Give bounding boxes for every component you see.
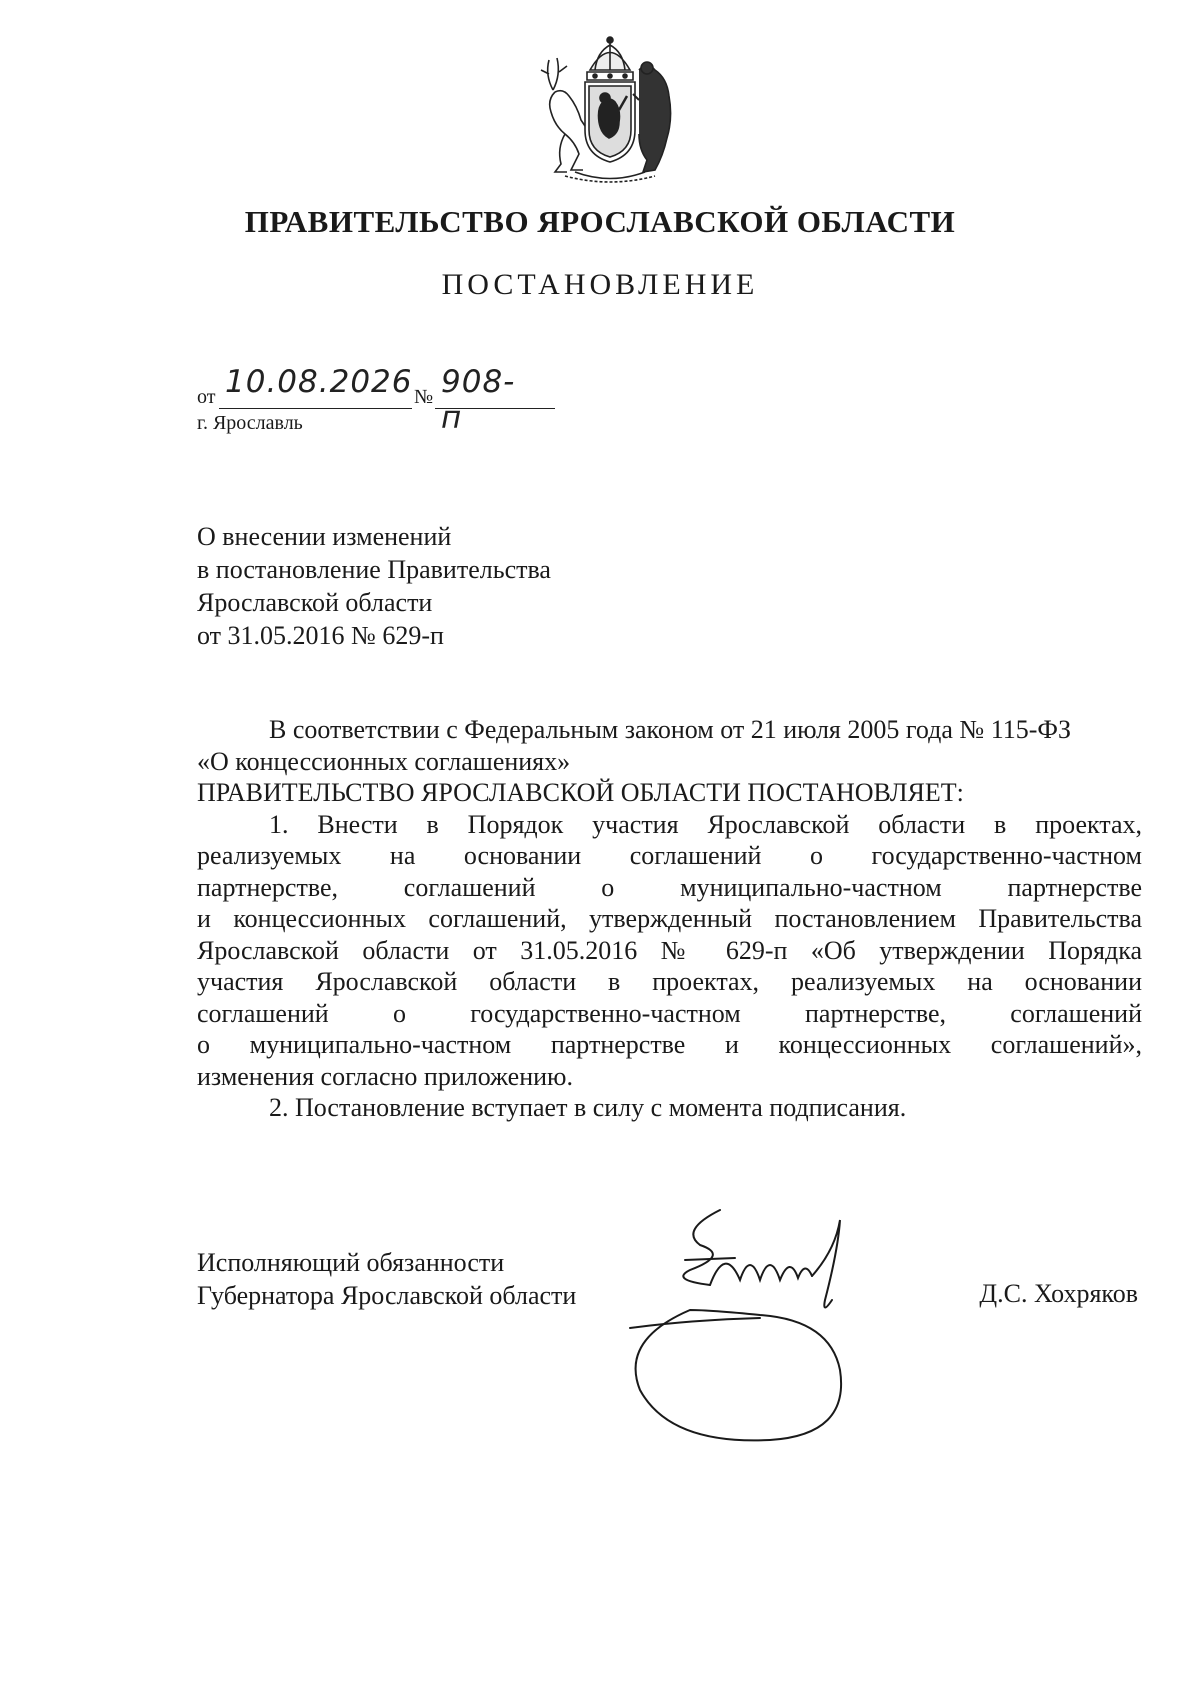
body-line: ПРАВИТЕЛЬСТВО ЯРОСЛАВСКОЙ ОБЛАСТИ ПОСТАНОВЛЯЕТ:: [197, 778, 964, 807]
city-label: г. Ярославль: [197, 412, 303, 434]
body-line: 1. Внести в Порядок участия Ярославской области в проектах,: [269, 809, 1142, 839]
body-line: соглашений о государственно-частном партнерстве, соглашений: [197, 998, 1142, 1028]
signer-position-line: Исполняющий обязанности: [197, 1248, 505, 1277]
body-line: участия Ярославской области в проектах, реализуемых на основании: [197, 967, 1142, 996]
registration-number: 908-п: [441, 364, 516, 436]
signer-position: [197, 1246, 576, 1312]
registration-date: 10.08.2026: [225, 364, 413, 400]
body-line: «О концессионных соглашениях»: [197, 746, 571, 776]
body-line: изменения согласно приложению.: [197, 1061, 573, 1091]
body-line: В соответствии с Федеральным законом от 21 июля 2005 года № 115-ФЗ: [269, 715, 1071, 744]
subject-line: Ярославской области: [197, 588, 433, 617]
document-type: ПОСТАНОВЛЕНИЕ: [441, 268, 759, 301]
body-line: Ярославской области от 31.05.2016 № 629-п «Об утверждении Порядка: [197, 935, 1142, 965]
coat-of-arms-icon: [535, 30, 685, 185]
date-underline: [219, 408, 412, 409]
organization-title: ПРАВИТЕЛЬСТВО ЯРОСЛАВСКОЙ ОБЛАСТИ: [244, 204, 956, 239]
signer-position-line: Губернатора Ярославской области: [197, 1281, 577, 1310]
body-line: о муниципально-частном партнерстве и концессионных соглашений»,: [197, 1030, 1142, 1059]
signature-icon: [600, 1190, 940, 1450]
body-line: 2. Постановление вступает в силу с момента подписания.: [269, 1093, 907, 1122]
body-line: и концессионных соглашений, утвержденный постановлением Правительства: [197, 904, 1142, 933]
date-prefix: от: [197, 386, 216, 408]
body-line: реализуемых на основании соглашений о государственно-частном: [197, 841, 1142, 870]
subject-line: О внесении изменений: [197, 522, 452, 551]
subject-line: в постановление Правительства: [197, 555, 551, 584]
subject-line: от 31.05.2016 № 629-п: [197, 621, 444, 650]
document-body: [197, 714, 1142, 1124]
number-prefix: №: [414, 386, 434, 408]
body-line: партнерстве, соглашений о муниципально-частном партнерстве: [197, 872, 1142, 902]
document-subject: [197, 520, 551, 652]
signer-name: Д.С. Хохряков: [979, 1279, 1138, 1308]
